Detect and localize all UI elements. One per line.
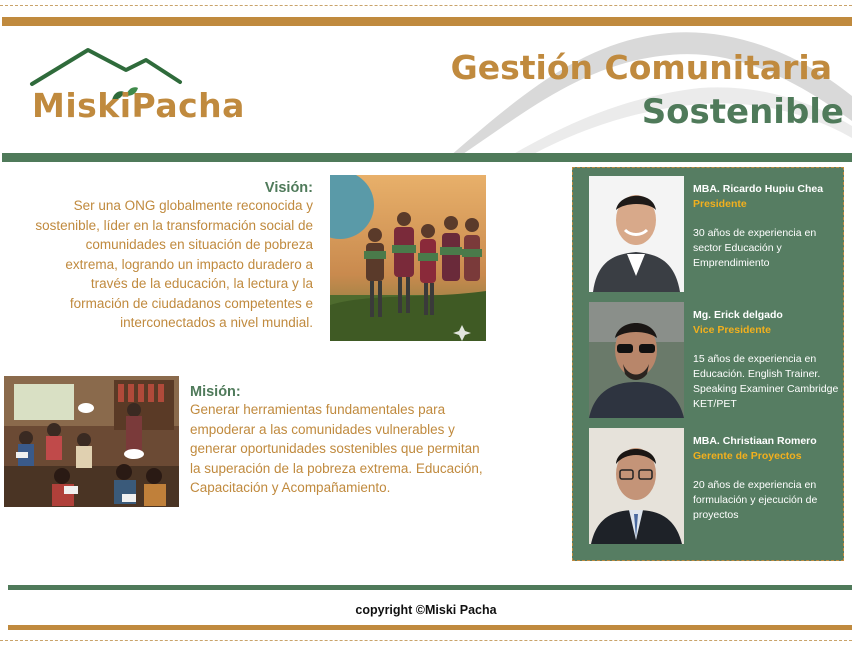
member-photo-avatar — [589, 176, 684, 292]
member-photo-avatar — [589, 302, 684, 418]
header-green-bar — [2, 153, 852, 162]
member-role: Presidente — [693, 198, 747, 210]
page-title-line1: Gestión Comunitaria — [450, 48, 832, 87]
member-name: MBA. Ricardo Hupiu Chea — [693, 183, 824, 195]
vision-section — [30, 180, 313, 333]
page-title-line2: Sostenible — [641, 92, 844, 132]
vision-heading: Visión: — [264, 180, 313, 196]
mission-text: Generar herramientas fundamentales para empoderar a las comunidades vulnerables y generar oportunidades sostenibles que permitan la superación de la pobreza extrema. Educación, Capacitación y Acompañamiento. — [190, 402, 483, 495]
footer-green-bar — [8, 585, 852, 590]
mission-heading: Misión: — [190, 384, 241, 400]
member-info — [693, 434, 843, 523]
footer-gold-bar — [8, 625, 852, 630]
vision-text: Ser una ONG globalmente reconocida y sostenible, líder en la transformación social de comunidades en situación de pobreza extrema, logrando un impacto duradero a través de la educación, la lectura y la formación de ciudadanos competentes e interconectados a nivel mundial. — [35, 198, 313, 330]
footer-copyright: copyright ©Miski Pacha — [355, 603, 497, 617]
member-role: Gerente de Proyectos — [693, 450, 802, 462]
member-name: Mg. Erick delgado — [693, 309, 783, 321]
top-gold-bar — [2, 17, 852, 26]
member-experience: 20 años de experiencia en formulación y ejecución de proyectos — [693, 479, 818, 521]
member-photo-avatar — [589, 428, 684, 544]
vision-image — [330, 175, 486, 341]
member-experience: 15 años de experiencia en Educación. English Trainer. Speaking Examiner Cambridge KET/PET — [693, 353, 839, 410]
member-role: Vice Presidente — [693, 324, 772, 336]
brand-logo-text: MiskiPacha — [32, 86, 245, 125]
member-experience: 30 años de experiencia en sector Educación y Emprendimiento — [693, 227, 817, 269]
mission-section — [190, 384, 490, 498]
member-info — [693, 182, 843, 271]
top-dashed-rule — [0, 5, 852, 6]
mission-image — [4, 376, 179, 507]
member-name: MBA. Christiaan Romero — [693, 435, 817, 447]
team-panel — [572, 167, 844, 561]
swoosh-graphic — [430, 26, 852, 156]
member-info — [693, 308, 843, 412]
bottom-dashed-rule — [0, 640, 852, 641]
